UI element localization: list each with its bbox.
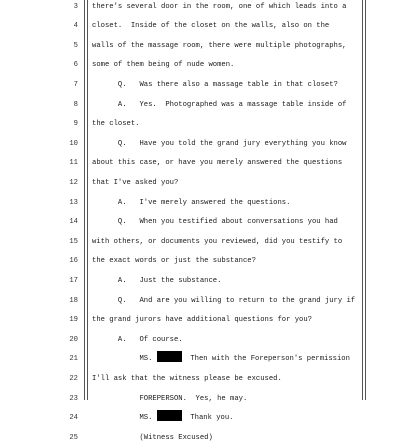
- line-text: the grand jurors have additional questions for you?: [92, 316, 312, 325]
- line-number: 21: [69, 355, 78, 364]
- line-number: 25: [69, 433, 78, 442]
- line-number: 17: [69, 276, 78, 285]
- line-text: A. Yes. Photographed was a massage table inside of: [92, 100, 347, 109]
- transcript-line: [0, 154, 400, 174]
- line-text: with others, or documents you reviewed, did you testify to: [92, 237, 343, 246]
- transcript-line: [0, 174, 400, 194]
- line-text: closet. Inside of the closet on the walls, also on the: [92, 22, 330, 31]
- transcript-line: [0, 233, 400, 253]
- line-text: walls of the massage room, there were multiple photographs,: [92, 41, 347, 50]
- transcript-line: [0, 76, 400, 96]
- line-text: [92, 350, 360, 370]
- line-text: about this case, or have you merely answered the questions: [92, 159, 343, 168]
- transcript-line: [0, 272, 400, 292]
- line-number: 20: [69, 335, 78, 344]
- line-text: I'll ask that the witness please be excused.: [92, 374, 282, 383]
- line-number: 10: [69, 139, 78, 148]
- transcript-line: [0, 96, 400, 116]
- speaker-prefix: MS.: [92, 355, 157, 364]
- line-number: 4: [73, 22, 78, 31]
- line-number: 5: [73, 41, 78, 50]
- transcript-line: [0, 135, 400, 155]
- line-text: Q. When you testified about conversations you had: [92, 218, 338, 227]
- transcript-line: [0, 409, 400, 429]
- transcript-line: [0, 194, 400, 214]
- line-number: 11: [69, 159, 78, 168]
- transcript-line: [0, 17, 400, 37]
- line-text: Q. And are you willing to return to the grand jury if: [92, 296, 356, 305]
- line-number: 3: [73, 2, 78, 11]
- line-number: 24: [69, 414, 78, 423]
- line-text: A. I've merely answered the questions.: [92, 198, 291, 207]
- transcript-line: [0, 370, 400, 390]
- transcript-line: [0, 390, 400, 410]
- line-text: that I've asked you?: [92, 178, 179, 187]
- line-text: the exact words or just the substance?: [92, 257, 256, 266]
- line-text: A. Of course.: [92, 335, 183, 344]
- line-number: 16: [69, 257, 78, 266]
- transcript-line: [0, 292, 400, 312]
- line-text: Q. Have you told the grand jury everything you know: [92, 139, 347, 148]
- line-number: 22: [69, 374, 78, 383]
- transcript-line: [0, 213, 400, 233]
- transcript-line: [0, 0, 400, 17]
- transcript-line: [0, 115, 400, 135]
- line-remainder: Thank you.: [181, 414, 234, 423]
- line-number: 23: [69, 394, 78, 403]
- transcript-line: [0, 311, 400, 331]
- line-text: A. Just the substance.: [92, 276, 222, 285]
- transcript-line: [0, 429, 400, 448]
- line-text: (Witness Excused): [92, 433, 213, 442]
- transcript-line: [0, 350, 400, 370]
- transcript-line: [0, 37, 400, 57]
- line-number: 18: [69, 296, 78, 305]
- line-number: 6: [73, 61, 78, 70]
- transcript-line: [0, 252, 400, 272]
- redaction-box: [157, 410, 182, 421]
- line-number: 19: [69, 316, 78, 325]
- line-number: 9: [73, 120, 78, 129]
- line-number: 8: [73, 100, 78, 109]
- line-text: [92, 409, 360, 429]
- line-text: Q. Was there also a massage table in that closet?: [92, 80, 338, 89]
- line-number: 13: [69, 198, 78, 207]
- line-number: 14: [69, 218, 78, 227]
- line-number: 7: [73, 80, 78, 89]
- line-number: 15: [69, 237, 78, 246]
- line-text: some of them being of nude women.: [92, 61, 235, 70]
- line-text: FOREPERSON. Yes, he may.: [92, 394, 248, 403]
- line-remainder: Then with the Foreperson's permission: [181, 355, 350, 364]
- transcript-line: [0, 331, 400, 351]
- redaction-box: [157, 351, 182, 362]
- line-text: there's several door in the room, one of which leads into a: [92, 2, 347, 11]
- line-number: 12: [69, 178, 78, 187]
- speaker-prefix: MS.: [92, 414, 157, 423]
- transcript-line: [0, 56, 400, 76]
- line-text: the closet.: [92, 120, 140, 129]
